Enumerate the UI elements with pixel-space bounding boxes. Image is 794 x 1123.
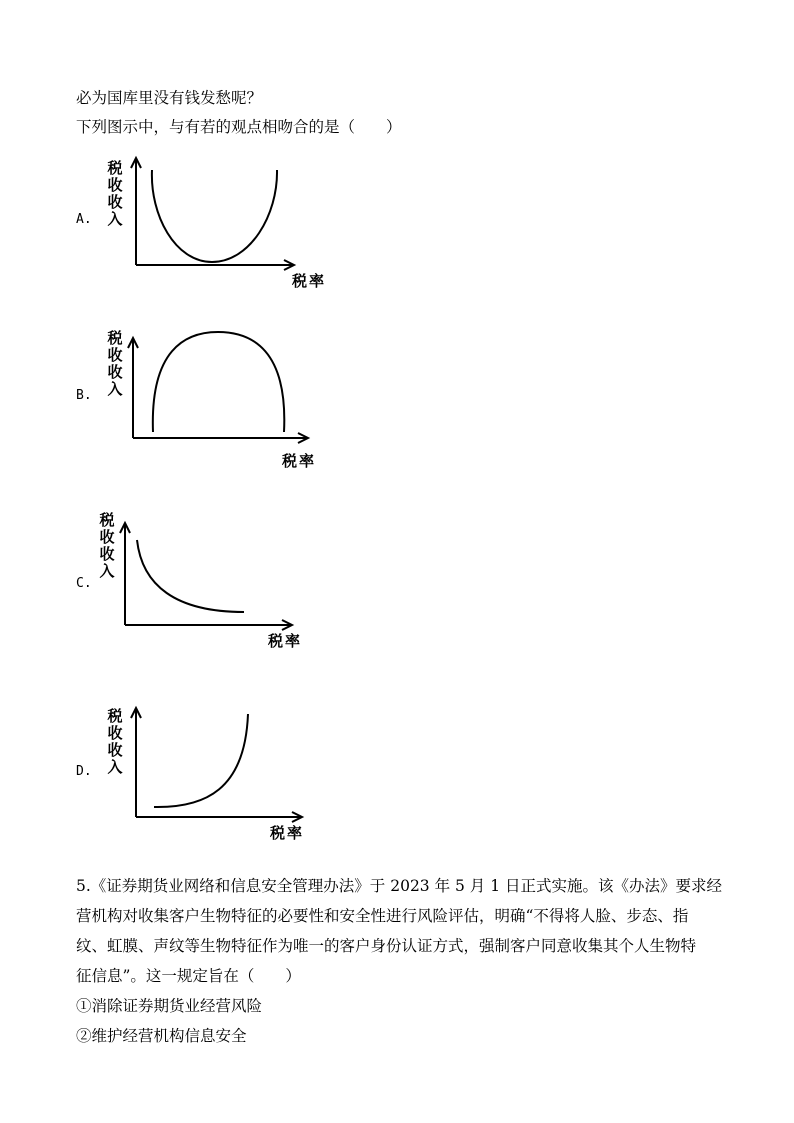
option-b-y-arrow [128,338,138,348]
option-b-x-arrow [298,433,308,443]
option-b-label: B. [76,388,92,403]
option-c-label: C. [76,576,92,591]
option-a-y-axis-label: 税收收入 [107,159,123,228]
option-b-curve [153,332,284,432]
option-d-y-axis-label: 税收收入 [107,707,123,776]
option-d-x-axis-label: 税率 [270,824,305,842]
option-c-y-axis-label: 税收收入 [99,511,115,580]
option-c-x-arrow [282,620,292,630]
intro-line-1: 必为国库里没有钱发愁呢？ [76,89,263,107]
option-d-label: D. [76,764,92,779]
question-5-line-4: 征信息”。这一规定旨在（ ） [76,967,301,985]
option-b-x-axis-label: 税率 [282,452,317,470]
option-a-x-arrow [284,260,294,270]
option-a-curve [152,170,277,262]
option-b-y-axis-label: 税收收入 [107,329,123,398]
choice-1[interactable]: ①消除证券期货业经营风险 [76,997,263,1015]
question-5-line-1: 5.《证券期货业网络和信息安全管理办法》于 2023 年 5 月 1 日正式实施。该《办法》要求经 [76,877,723,895]
option-c-y-arrow [120,523,130,533]
option-a-label: A. [76,212,92,227]
option-d-curve [154,714,248,807]
option-d-x-arrow [292,812,302,822]
question-5-line-2: 营机构对收集客户生物特征的必要性和安全性进行风险评估，明确“不得将人脸、步态、指 [76,907,689,925]
question-5-line-3: 纹、虹膜、声纹等生物特征作为唯一的客户身份认证方式，强制客户同意收集其个人生物特 [76,937,697,955]
option-d-y-arrow [131,708,141,718]
intro-line-2: 下列图示中，与有若的观点相吻合的是（ ） [76,118,402,136]
choice-2[interactable]: ②维护经营机构信息安全 [76,1027,247,1045]
option-c-curve [137,540,244,612]
option-a-y-arrow [131,158,141,168]
option-c-x-axis-label: 税率 [268,632,303,650]
option-a-x-axis-label: 税率 [292,272,327,290]
